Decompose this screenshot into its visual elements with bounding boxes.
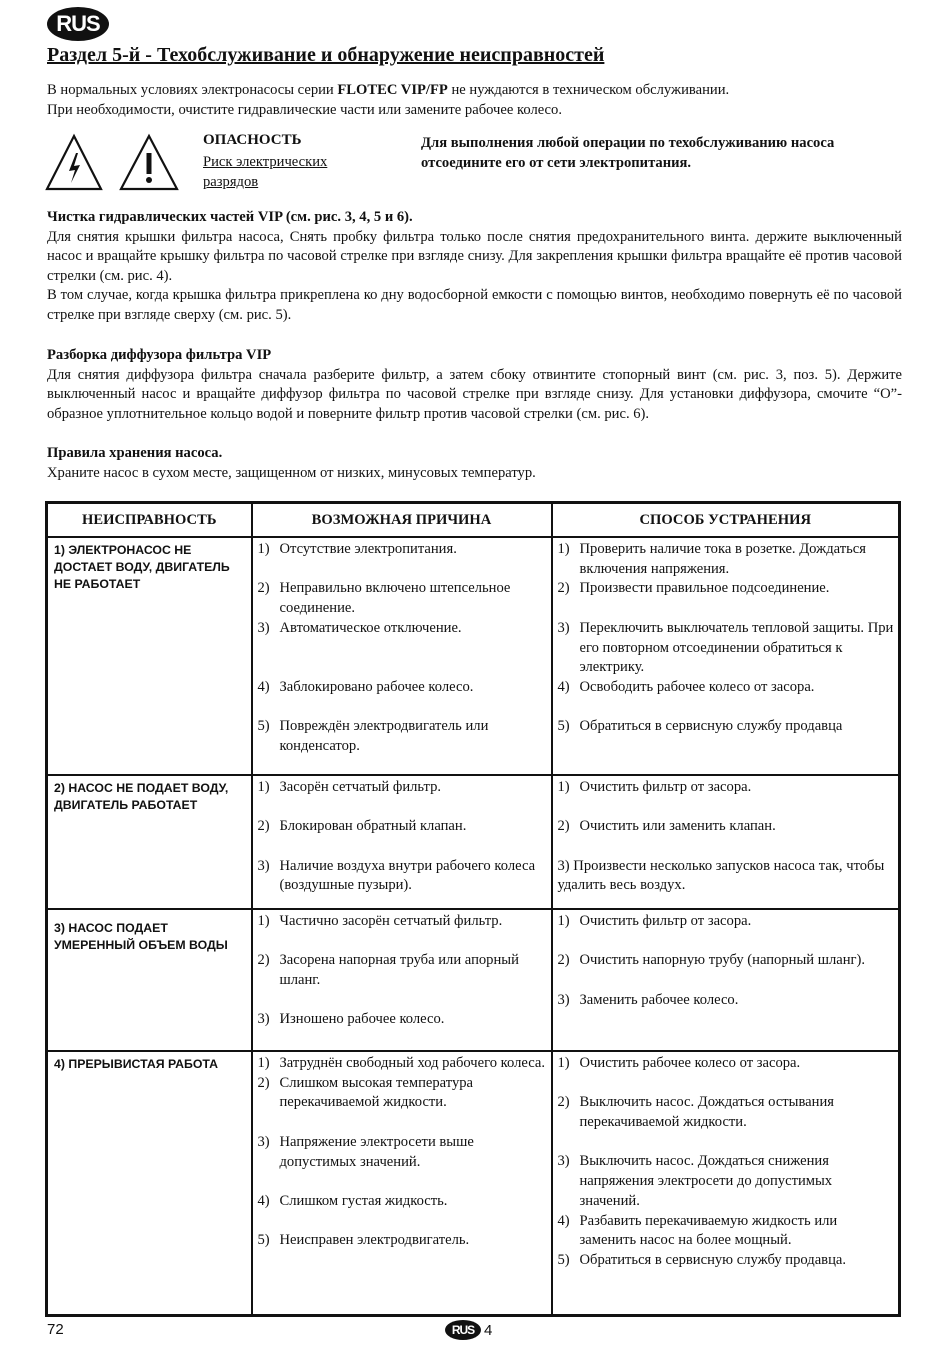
cause-cell — [252, 909, 552, 1051]
section-diffuser — [47, 346, 902, 424]
list-item: 1) Очистить фильтр от засора. — [557, 913, 752, 929]
electric-hazard-icon — [47, 136, 101, 189]
list-item: 4) Слишком густая жидкость. — [257, 1192, 448, 1209]
exclamation-warning-icon — [121, 136, 177, 189]
cause-cell — [252, 775, 552, 909]
list-item: 1) Засорён сетчатый фильтр. — [257, 779, 442, 795]
list-item: 3) Выключить насос. Дождаться снижения напряжения электросети до допустимых значений. — [557, 1153, 833, 1209]
section-body: Для снятия крышки фильтра насоса, Снять пробку фильтра только после снятия предохранительного винта. держите выключенный насос и вращайте крышку фильтра по часовой стрелке при взгляде снизу. Для закрепления крышки фильтра вращайте её против часовой стрелки (см. рис. 4). — [47, 228, 902, 284]
section-body: Для снятия диффузора фильтра сначала разберите фильтр, а затем сбоку отвинтите стопорный винт (см. рис. 3, поз. 5). Держите выключенный насос и вращайте диффузор фильтра по часовой стрелке при взгляде снизу. Для установки диффузора, смочите “О”-образное уплотнительное кольцо водой и поверните фильтр против часовой стрелки (см. рис. 6). — [47, 366, 902, 422]
list-item: 2) Выключить насос. Дождаться остывания перекачиваемой жидкости. — [557, 1094, 834, 1131]
troubleshooting-table — [45, 501, 901, 1317]
list-item: 2) Очистить или заменить клапан. — [557, 818, 776, 835]
fix-cell — [552, 1051, 900, 1315]
list-item: 5) Обратиться в сервисную службу продавца — [557, 718, 843, 735]
list-item: 4) Освободить рабочее колесо от засора. — [557, 678, 815, 695]
section-body: В том случае, когда крышка фильтра прикреплена ко дну водосборной емкости с помощью винтов, необходимо повернуть её по часовой стрелке при взгляде сверху (см. рис. 5). — [47, 287, 902, 323]
danger-note: Для выполнения любой операции по техобслуживанию насоса отсоедините его от сети электропитания. — [421, 135, 835, 171]
list-item: 1) Очистить рабочее колесо от засора. — [557, 1055, 801, 1071]
fault-cell: 2) НАСОС НЕ ПОДАЕТ ВОДУ, ДВИГАТЕЛЬ РАБОТАЕТ — [47, 775, 252, 909]
intro-product: FLOTEC VIP/FP — [337, 82, 448, 98]
list-item: 3) Изношено рабочее колесо. — [257, 1011, 445, 1028]
cause-cell — [252, 537, 552, 775]
table-row — [47, 537, 900, 775]
column-header-fault: НЕИСПРАВНОСТЬ — [47, 503, 252, 538]
list-item: 1) Частично засорён сетчатый фильтр. — [257, 913, 503, 929]
section-hydraulic-cleaning — [47, 208, 902, 326]
section-number: 4 — [484, 1321, 493, 1339]
list-item: 4) Заблокировано рабочее колесо. — [257, 678, 474, 695]
list-item: 2) Засорена напорная труба или апорный шланг. — [257, 952, 519, 989]
section-heading: Правила хранения насоса. — [47, 445, 223, 461]
section-heading: Чистка гидравлических частей VIP (см. рис. 3, 4, 5 и 6). — [47, 209, 413, 225]
fix-cell — [552, 537, 900, 775]
fault-cell: 3) НАСОС ПОДАЕТ УМЕРЕННЫЙ ОБЪЕМ ВОДЫ — [47, 909, 252, 1051]
list-item: 1) Проверить наличие тока в розетке. Дождаться включения напряжения. — [557, 541, 866, 577]
list-item: 5) Повреждён электродвигатель или конденсатор. — [257, 718, 489, 754]
list-item: 2) Слишком высокая температура перекачиваемой жидкости. — [257, 1074, 474, 1111]
section-storage — [47, 444, 902, 483]
list-item: 2) Произвести правильное подсоединение. — [557, 580, 830, 597]
section-heading: Разборка диффузора фильтра VIP — [47, 347, 272, 363]
list-item: 1) Очистить фильтр от засора. — [557, 779, 752, 795]
intro-line2: При необходимости, очистите гидравлические части или замените рабочее колесо. — [47, 101, 562, 118]
list-item: 1) Затруднён свободный ход рабочего колеса. — [257, 1055, 546, 1071]
list-item: 3) Заменить рабочее колесо. — [557, 991, 739, 1008]
list-item: 3) Произвести несколько запусков насоса так, чтобы удалить весь воздух. — [557, 857, 885, 894]
intro-paragraph — [47, 81, 902, 120]
list-item: 3) Автоматическое отключение. — [257, 619, 462, 636]
table-header-row — [47, 503, 900, 538]
table-row — [47, 775, 900, 909]
list-item: 2) Очистить напорную трубу (напорный шланг). — [557, 952, 866, 969]
list-item: 3) Напряжение электросети выше допустимых значений. — [257, 1133, 474, 1170]
list-item: 1) Отсутствие электропитания. — [257, 541, 457, 557]
rus-logo: RUS — [47, 7, 109, 41]
danger-subtitle: Риск электрических разрядов — [203, 154, 328, 190]
list-item: 2) Неправильно включено штепсельное соединение. — [257, 580, 511, 617]
fault-cell: 1) ЭЛЕКТРОНАСОС НЕ ДОСТАЕТ ВОДУ, ДВИГАТЕЛЬ НЕ РАБОТАЕТ — [47, 537, 252, 775]
cause-cell — [252, 1051, 552, 1315]
list-item: 4) Разбавить перекачиваемую жидкость или заменить насос на более мощный. — [557, 1212, 838, 1249]
page-title: Раздел 5-й - Техобслуживание и обнаружение неисправностей — [47, 44, 605, 66]
fix-cell — [552, 775, 900, 909]
rus-logo-small: RUS — [445, 1320, 481, 1340]
table-row — [47, 1051, 900, 1315]
warning-icons — [45, 133, 195, 193]
column-header-fix: СПОСОБ УСТРАНЕНИЯ — [552, 503, 900, 538]
list-item: 5) Обратиться в сервисную службу продавца. — [557, 1252, 847, 1268]
section-body: Храните насос в сухом месте, защищенном от низких, минусовых температур. — [47, 464, 536, 481]
table-row — [47, 909, 900, 1051]
intro-text: В нормальных условиях электронасосы серии — [47, 82, 338, 98]
list-item: 5) Неисправен электродвигатель. — [257, 1232, 470, 1249]
fix-cell — [552, 909, 900, 1051]
intro-text-end: не нуждаются в техническом обслуживании. — [447, 82, 730, 98]
list-item: 3) Переключить выключатель тепловой защиты. При его повторном отсоединении обратиться к электрику. — [557, 619, 894, 676]
footer-section-marker — [445, 1320, 492, 1340]
list-item: 3) Наличие воздуха внутри рабочего колеса (воздушные пузыри). — [257, 857, 536, 894]
page-number: 72 — [47, 1321, 64, 1338]
column-header-cause: ВОЗМОЖНАЯ ПРИЧИНА — [252, 503, 552, 538]
list-item: 2) Блокирован обратный клапан. — [257, 818, 467, 835]
fault-cell: 4) ПРЕРЫВИСТАЯ РАБОТА — [47, 1051, 252, 1315]
danger-title: ОПАСНОСТЬ — [203, 132, 302, 148]
